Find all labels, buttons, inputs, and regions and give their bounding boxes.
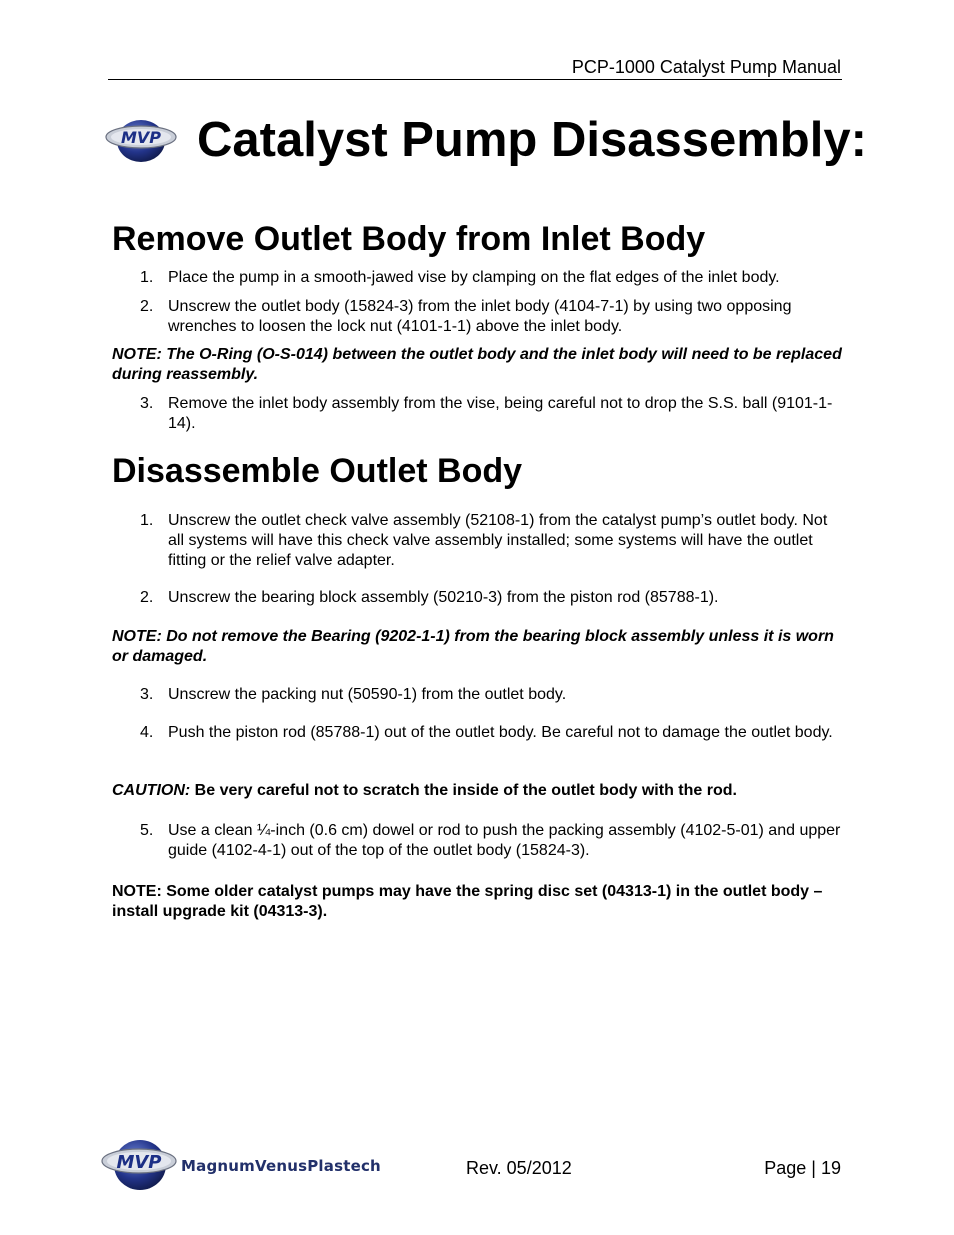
list-text: Use a clean ¼-inch (0.6 cm) dowel or rod to push the packing assembly (4102-5-01) and upper guide (4102-4-1) out of the top of the outlet body (15824-3). <box>168 822 841 859</box>
list-text: Remove the inlet body assembly from the vise, being careful not to drop the S.S. ball (9101-1-14). <box>168 395 833 432</box>
list-text: Unscrew the packing nut (50590-1) from the outlet body. <box>168 686 567 703</box>
list-item <box>112 685 847 705</box>
section-heading-remove-outlet: Remove Outlet Body from Inlet Body <box>112 220 706 258</box>
page-title: Catalyst Pump Disassembly: <box>197 113 867 167</box>
note-o-ring: NOTE: The O-Ring (O-S-014) between the outlet body and the inlet body will need to be replaced during reassembly. <box>112 346 842 383</box>
page-number: Page | 19 <box>764 1158 841 1178</box>
list-text: Push the piston rod (85788-1) out of the outlet body. Be careful not to damage the outlet body. <box>168 724 833 741</box>
list-text: Unscrew the outlet check valve assembly (52108-1) from the catalyst pump’s outlet body. Not all systems will have this check valve assembly installed; some systems will have the outlet fitting or the relief valve adapter. <box>168 512 828 569</box>
list-text: Unscrew the outlet body (15824-3) from the inlet body (4104-7-1) by using two opposing wrenches to loosen the lock nut (4101-1-1) above the inlet body. <box>168 298 792 335</box>
list-number: 3. <box>140 395 154 412</box>
list-item <box>112 394 847 434</box>
list-item <box>112 268 847 288</box>
footer-mvp-logo <box>100 1132 180 1192</box>
logo-text: MVP <box>120 128 162 147</box>
mvp-logo <box>103 111 179 163</box>
list-number: 3. <box>140 686 154 703</box>
caution-label: CAUTION: <box>112 782 191 799</box>
list-item <box>112 588 847 608</box>
list-item <box>112 723 847 743</box>
list-item <box>112 511 847 571</box>
footer-logo-text: MVP <box>116 1152 162 1173</box>
list-text: Unscrew the bearing block assembly (50210-3) from the piston rod (85788-1). <box>168 589 719 606</box>
caution-text: Be very careful not to scratch the inside of the outlet body with the rod. <box>194 782 737 799</box>
list-item <box>112 821 847 861</box>
header-divider <box>108 79 842 80</box>
list-number: 1. <box>140 512 154 529</box>
manual-title: PCP-1000 Catalyst Pump Manual <box>571 57 841 77</box>
list-item <box>112 297 847 337</box>
list-text: Place the pump in a smooth-jawed vise by clamping on the flat edges of the inlet body. <box>168 269 780 286</box>
list-number: 2. <box>140 589 154 606</box>
footer-revision: Rev. 05/2012 <box>466 1158 572 1178</box>
list-number: 4. <box>140 724 154 741</box>
section-heading-disassemble-outlet: Disassemble Outlet Body <box>112 452 523 490</box>
note-spring-disc: NOTE: Some older catalyst pumps may have the spring disc set (04313-1) in the outlet body – install upgrade kit (04313-3). <box>112 883 823 920</box>
footer-brand: MagnumVenusPlastech <box>181 1157 381 1175</box>
caution-note <box>112 781 842 801</box>
list-number: 1. <box>140 269 154 286</box>
note-bearing: NOTE: Do not remove the Bearing (9202-1-1) from the bearing block assembly unless it is worn or damaged. <box>112 628 834 665</box>
list-number: 2. <box>140 298 154 315</box>
list-number: 5. <box>140 822 154 839</box>
